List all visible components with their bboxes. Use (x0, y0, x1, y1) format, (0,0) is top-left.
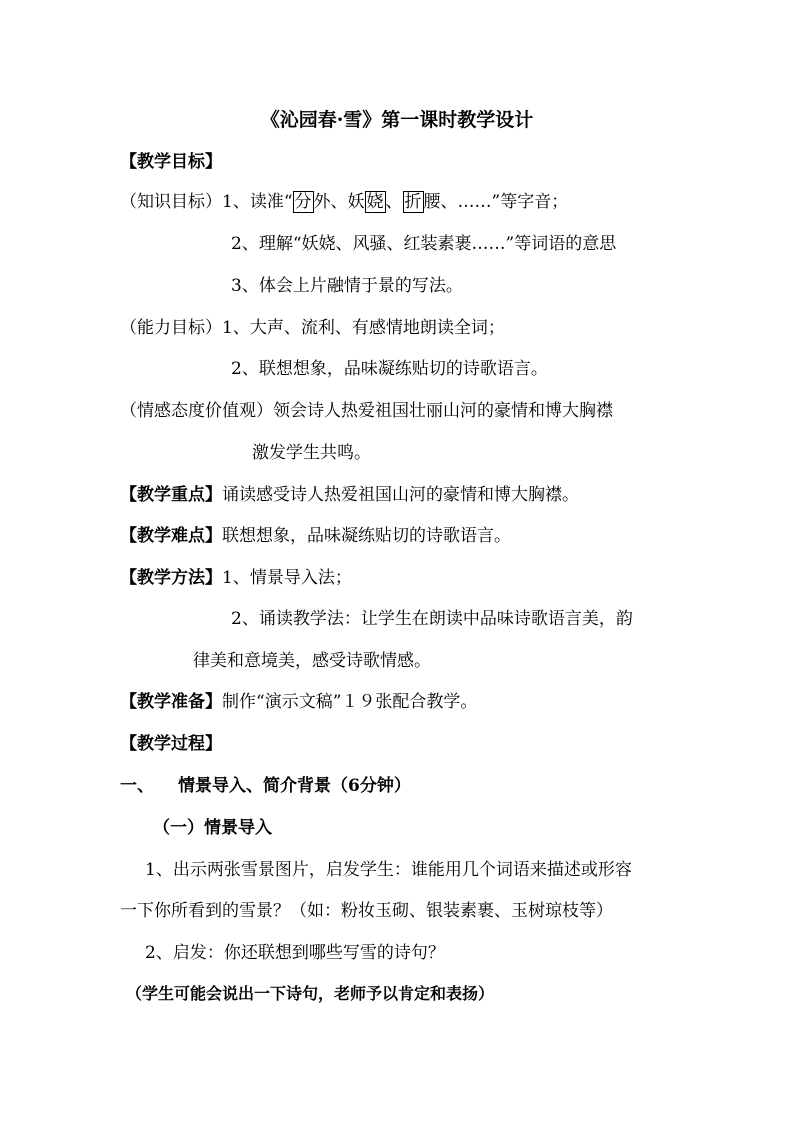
boxed-char: 折 (404, 192, 422, 212)
emotion-objective-line1 (120, 399, 613, 423)
method-label: 【教学方法】 (120, 568, 222, 588)
process-heading: 【教学过程】 (120, 734, 222, 754)
process-note: （学生可能会说出一下诗句，老师予以肯定和表扬） (126, 984, 495, 1003)
method-item1: 1、情景导入法； (222, 568, 352, 588)
knowledge-item2: 2、理解“妖娆、风骚、红装素裹……”等词语的意思 (231, 234, 617, 254)
ability-item2: 2、联想想象，品味凝练贴切的诗歌语言。 (231, 359, 548, 379)
emotion-label: （情感态度价值观） (120, 401, 273, 421)
preparation (120, 690, 477, 714)
emotion-text1: 领会诗人热爱祖国壮丽山河的豪情和博大胸襟 (273, 401, 613, 421)
knowledge-label: （知识目标） (120, 192, 222, 212)
knowledge-item1-text1: 外、妖 (313, 192, 365, 212)
preparation-label: 【教学准备】 (120, 692, 222, 712)
method-item2b: 律美和意境美，感受诗歌情感。 (193, 651, 431, 671)
difficulty-text: 联想想象，品味凝练贴切的诗歌语言。 (222, 526, 511, 546)
key-point-text: 诵读感受诗人热爱祖国山河的豪情和博大胸襟。 (222, 485, 579, 505)
method-line1 (120, 566, 352, 590)
process-p1b: 一下你所看到的雪景？（如：粉妆玉砌、银装素裹、玉树琼枝等） (120, 901, 613, 921)
ability-label: （能力目标） (120, 318, 222, 338)
subsection1-title: （一）情景导入 (153, 818, 272, 838)
knowledge-objective-line1 (120, 190, 568, 214)
section1-num: 一、 (120, 776, 154, 796)
document-title: 《沁园春·雪》第一课时教学设计 (260, 109, 534, 131)
ability-objective-line1 (120, 316, 505, 340)
section1-title: 情景导入、简介背景（6分钟） (178, 776, 411, 796)
knowledge-item1-prefix: 1、读准“ (222, 192, 293, 212)
key-point-label: 【教学重点】 (120, 485, 222, 505)
difficulty-label: 【教学难点】 (120, 526, 222, 546)
boxed-char: 分 (294, 192, 312, 212)
process-p2: 2、启发：你还联想到哪些写雪的诗句？ (145, 943, 445, 963)
boxed-char: 娆 (366, 192, 384, 212)
preparation-text: 制作“演示文稿”１９张配合教学。 (222, 692, 478, 712)
ability-item1: 1、大声、流利、有感情地朗读全词； (222, 318, 505, 338)
key-point (120, 483, 579, 507)
knowledge-item1-suffix: 腰、……”等字音； (423, 192, 569, 212)
method-item2a: 2、诵读教学法：让学生在朗读中品味诗歌语言美，韵 (231, 609, 633, 629)
emotion-text2: 激发学生共鸣。 (252, 443, 371, 463)
objectives-heading: 【教学目标】 (120, 152, 222, 172)
process-p1a: 1、出示两张雪景图片，启发学生：谁能用几个词语来描述或形容 (145, 860, 632, 880)
knowledge-item1-text2: 、 (385, 192, 403, 212)
difficulty (120, 524, 511, 548)
knowledge-item3: 3、体会上片融情于景的写法。 (231, 276, 463, 296)
